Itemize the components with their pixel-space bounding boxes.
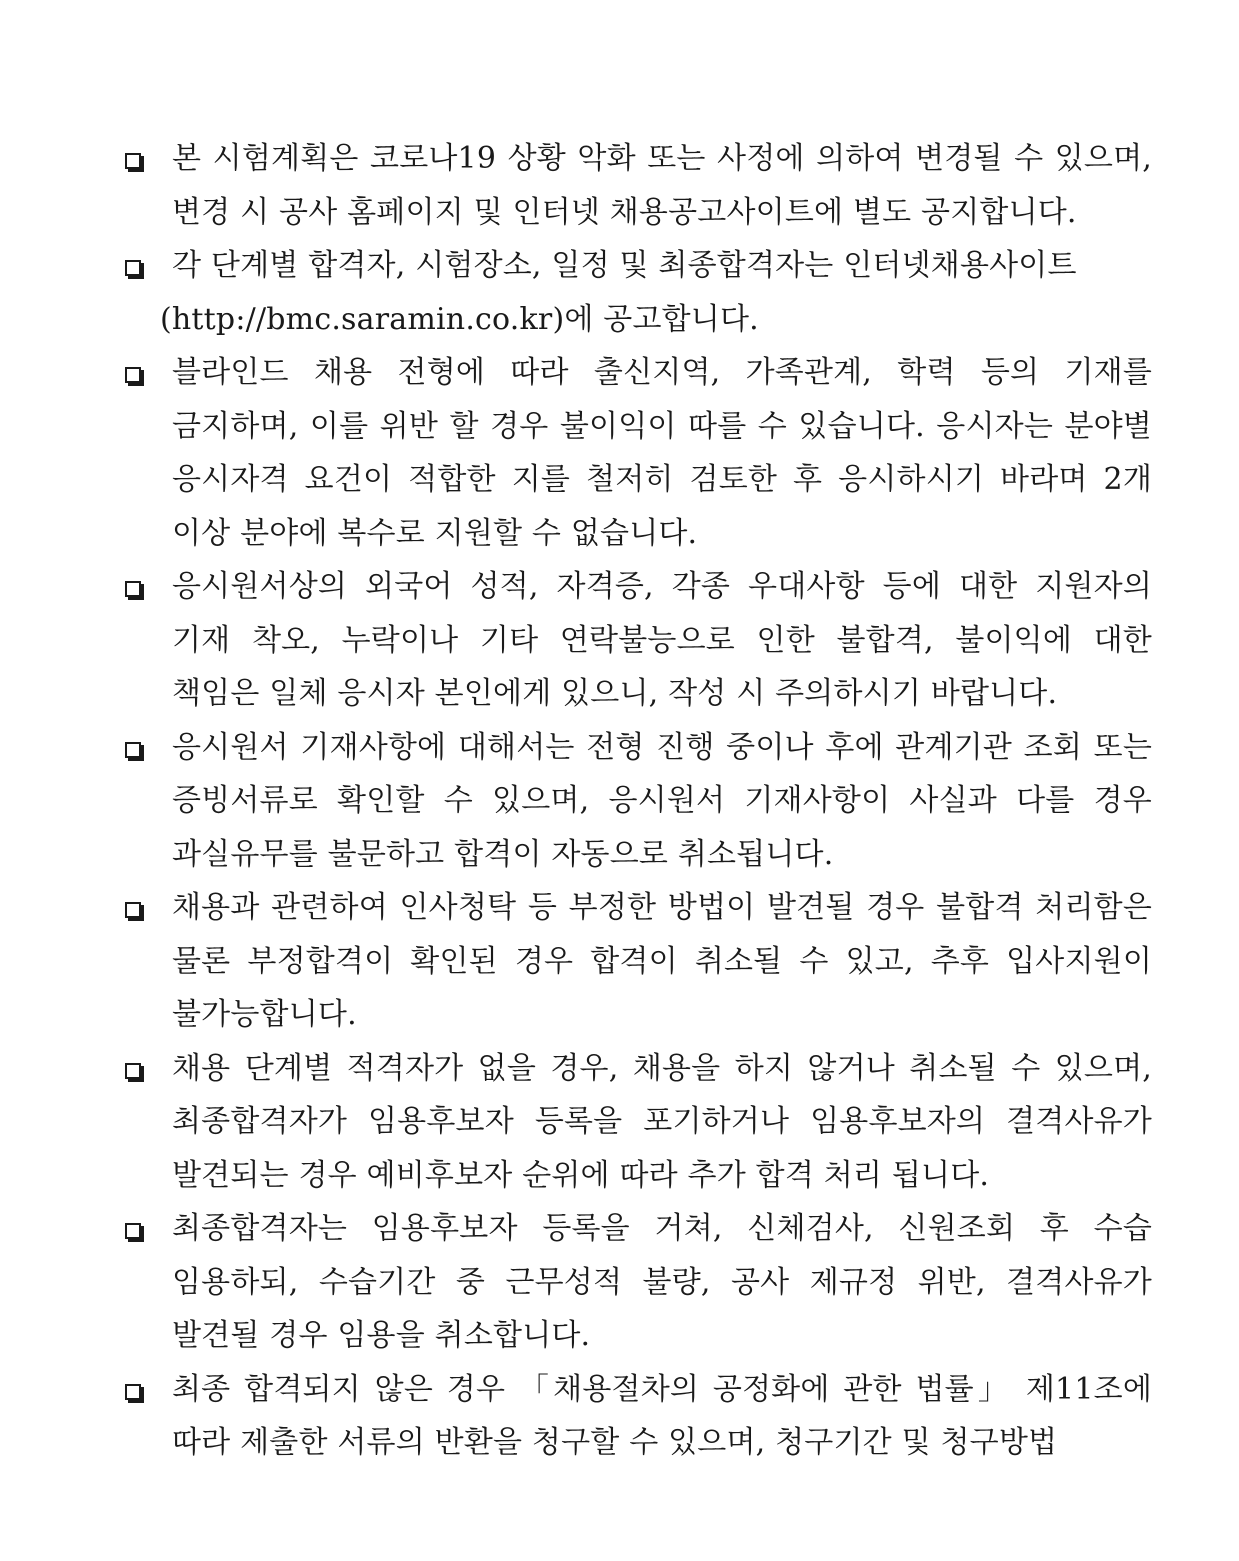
- notice-text: 채용과 관련하여 인사청탁 등 부정한 방법이 발견될 경우 불합격 처리함은 물론 부정합격이 확인된 경우 합격이 취소될 수 있고, 추후 입사지원이 불가능합니다.: [172, 890, 1152, 1032]
- checkbox-bullet-icon: [125, 1223, 141, 1239]
- notice-text: 블라인드 채용 전형에 따라 출신지역, 가족관계, 학력 등의 기재를 금지하며, 이를 위반 할 경우 불이익이 따를 수 있습니다. 응시자는 분야별 응시자격 요건이 적합한 지를 철저히 검토한 후 응시하시기 바라며 2개 이상 분야에 복수로 지원할 수 없습니다.: [172, 355, 1152, 551]
- notice-item-document-return: [122, 1363, 1152, 1470]
- checkbox-bullet-icon: [125, 742, 141, 758]
- notice-text: 본 시험계획은 코로나19 상황 악화 또는 사정에 의하여 변경될 수 있으며, 변경 시 공사 홈페이지 및 인터넷 채용공고사이트에 별도 공지합니다.: [172, 141, 1152, 230]
- checkbox-bullet-icon: [125, 902, 141, 918]
- notice-item-probation: [122, 1202, 1152, 1363]
- notice-text: 최종 합격되지 않은 경우 「채용절차의 공정화에 관한 법률」 제11조에 따라 제출한 서류의 반환을 청구할 수 있으며, 청구기간 및 청구방법: [172, 1371, 1152, 1460]
- recruitment-site-url: (http://bmc.saramin.co.kr)에 공고합니다.: [160, 301, 759, 337]
- checkbox-bullet-icon: [125, 153, 141, 169]
- notice-item-application-errors: [122, 560, 1152, 721]
- checkbox-bullet-icon: [125, 367, 141, 383]
- checkbox-bullet-icon: [125, 260, 141, 276]
- checkbox-bullet-icon: [125, 1063, 141, 1079]
- notice-item-announcement: [122, 239, 1152, 346]
- notice-text: 각 단계별 합격자, 시험장소, 일정 및 최종합격자는 인터넷채용사이트: [172, 248, 1077, 283]
- notice-item-schedule-change: [122, 132, 1152, 239]
- notice-text: 최종합격자는 임용후보자 등록을 거쳐, 신체검사, 신원조회 후 수습 임용하되, 수습기간 중 근무성적 불량, 공사 제규정 위반, 결격사유가 발견될 경우 임용을 취소합니다.: [172, 1211, 1152, 1353]
- checkbox-bullet-icon: [125, 1384, 141, 1400]
- notice-text: 응시원서 기재사항에 대해서는 전형 진행 중이나 후에 관계기관 조회 또는 증빙서류로 확인할 수 있으며, 응시원서 기재사항이 사실과 다를 경우 과실유무를 불문하고 합격이 자동으로 취소됩니다.: [172, 729, 1152, 872]
- notice-item-verification: [122, 721, 1152, 882]
- checkbox-bullet-icon: [125, 581, 141, 597]
- notice-text: 채용 단계별 적격자가 없을 경우, 채용을 하지 않거나 취소될 수 있으며, 최종합격자가 임용후보자 등록을 포기하거나 임용후보자의 결격사유가 발견되는 경우 예비후보자 순위에 따라 추가 합격 처리 됩니다.: [172, 1050, 1152, 1193]
- notice-text: 응시원서상의 외국어 성적, 자격증, 각종 우대사항 등에 대한 지원자의 기재 착오, 누락이나 기타 연락불능으로 인한 불합격, 불이익에 대한 책임은 일체 응시자 본인에게 있으니, 작성 시 주의하시기 바랍니다.: [172, 569, 1152, 711]
- notice-item-blind-hiring: [122, 346, 1152, 560]
- notice-item-no-qualified: [122, 1042, 1152, 1203]
- notice-item-misconduct: [122, 881, 1152, 1042]
- notice-list: [122, 132, 1152, 1470]
